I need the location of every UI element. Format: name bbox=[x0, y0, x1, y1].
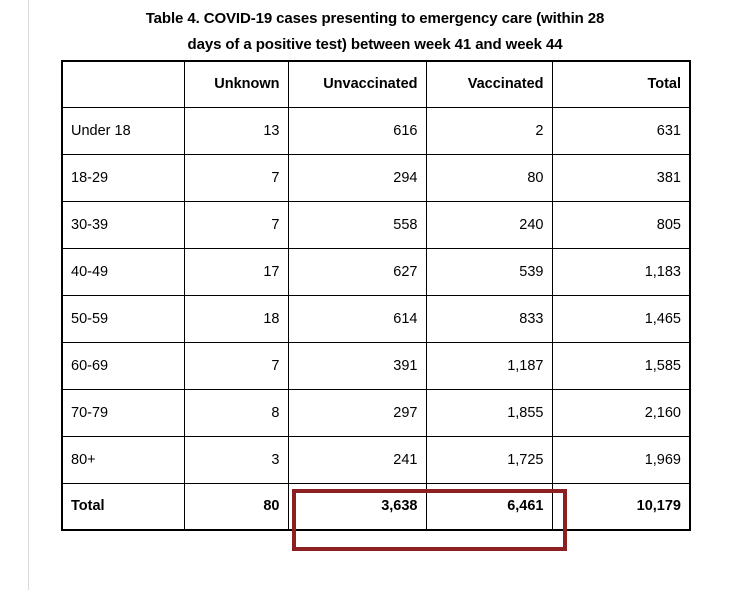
cell-total: 381 bbox=[552, 154, 690, 201]
cell-total: 1,183 bbox=[552, 248, 690, 295]
cell-vaccinated: 2 bbox=[426, 107, 552, 154]
cell-unknown: 18 bbox=[184, 295, 288, 342]
row-label: Under 18 bbox=[62, 107, 184, 154]
cell-total: 1,969 bbox=[552, 436, 690, 483]
cell-unvaccinated: 297 bbox=[288, 389, 426, 436]
row-label-total: Total bbox=[62, 483, 184, 530]
table-row bbox=[62, 201, 690, 248]
row-label: 18-29 bbox=[62, 154, 184, 201]
table-caption-line-1: Table 4. COVID-19 cases presenting to emergency care (within 28 bbox=[145, 10, 605, 27]
cell-vaccinated: 833 bbox=[426, 295, 552, 342]
cell-unvaccinated: 614 bbox=[288, 295, 426, 342]
cell-vaccinated: 80 bbox=[426, 154, 552, 201]
table-header-row bbox=[62, 61, 690, 107]
cell-total: 1,465 bbox=[552, 295, 690, 342]
cell-unvaccinated: 627 bbox=[288, 248, 426, 295]
table-caption-line-2: days of a positive test) between week 41 and week 44 bbox=[187, 36, 563, 53]
cell-unvaccinated: 616 bbox=[288, 107, 426, 154]
row-label: 40-49 bbox=[62, 248, 184, 295]
cell-vaccinated: 1,855 bbox=[426, 389, 552, 436]
table-container bbox=[61, 60, 689, 531]
cell-unvaccinated: 294 bbox=[288, 154, 426, 201]
row-label: 30-39 bbox=[62, 201, 184, 248]
table-row bbox=[62, 389, 690, 436]
column-header-total: Total bbox=[552, 61, 690, 107]
row-label: 70-79 bbox=[62, 389, 184, 436]
cell-unknown: 8 bbox=[184, 389, 288, 436]
total-vaccinated: 6,461 bbox=[426, 483, 552, 530]
cell-total: 2,160 bbox=[552, 389, 690, 436]
table-row bbox=[62, 436, 690, 483]
row-label: 80+ bbox=[62, 436, 184, 483]
column-header-blank bbox=[62, 61, 184, 107]
page-margin-rule bbox=[28, 0, 29, 590]
cell-unknown: 7 bbox=[184, 342, 288, 389]
table-row bbox=[62, 107, 690, 154]
column-header-vaccinated: Vaccinated bbox=[426, 61, 552, 107]
covid-emergency-care-table bbox=[61, 60, 691, 531]
cell-unvaccinated: 241 bbox=[288, 436, 426, 483]
table-body bbox=[62, 107, 690, 530]
cell-vaccinated: 539 bbox=[426, 248, 552, 295]
table-header bbox=[62, 61, 690, 107]
column-header-unknown: Unknown bbox=[184, 61, 288, 107]
table-row bbox=[62, 295, 690, 342]
table-row bbox=[62, 154, 690, 201]
cell-vaccinated: 1,725 bbox=[426, 436, 552, 483]
cell-total: 1,585 bbox=[552, 342, 690, 389]
cell-unknown: 17 bbox=[184, 248, 288, 295]
cell-unknown: 7 bbox=[184, 154, 288, 201]
total-overall: 10,179 bbox=[552, 483, 690, 530]
cell-unvaccinated: 391 bbox=[288, 342, 426, 389]
cell-unvaccinated: 558 bbox=[288, 201, 426, 248]
column-header-unvaccinated: Unvaccinated bbox=[288, 61, 426, 107]
table-total-row bbox=[62, 483, 690, 530]
table-row bbox=[62, 248, 690, 295]
table-caption bbox=[60, 6, 690, 58]
cell-total: 805 bbox=[552, 201, 690, 248]
cell-unknown: 13 bbox=[184, 107, 288, 154]
row-label: 60-69 bbox=[62, 342, 184, 389]
total-unknown: 80 bbox=[184, 483, 288, 530]
row-label: 50-59 bbox=[62, 295, 184, 342]
cell-unknown: 7 bbox=[184, 201, 288, 248]
cell-vaccinated: 1,187 bbox=[426, 342, 552, 389]
cell-vaccinated: 240 bbox=[426, 201, 552, 248]
total-unvaccinated: 3,638 bbox=[288, 483, 426, 530]
table-row bbox=[62, 342, 690, 389]
cell-unknown: 3 bbox=[184, 436, 288, 483]
cell-total: 631 bbox=[552, 107, 690, 154]
